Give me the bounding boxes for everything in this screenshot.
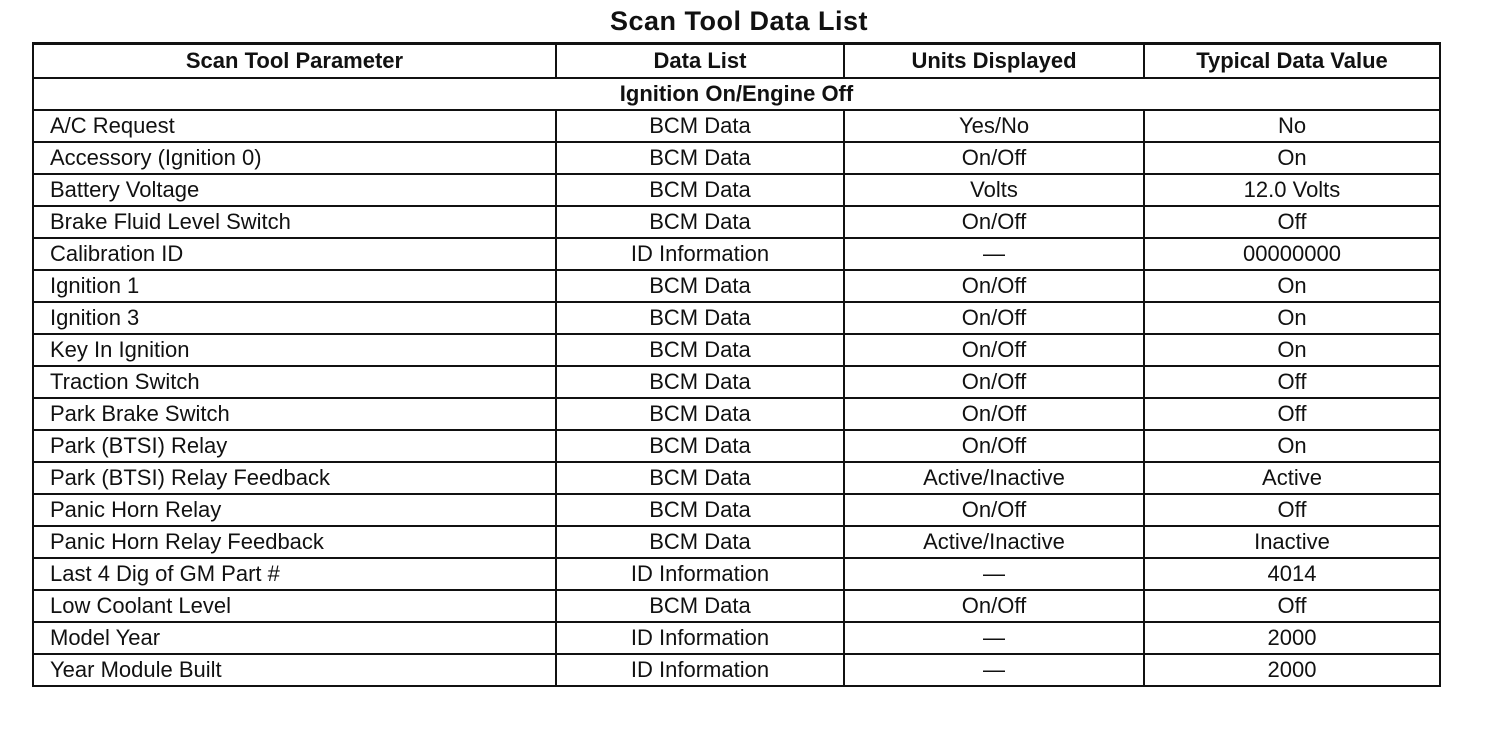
cell-parameter: Battery Voltage xyxy=(33,174,556,206)
cell-parameter: Accessory (Ignition 0) xyxy=(33,142,556,174)
cell-units: On/Off xyxy=(844,206,1144,238)
table-row xyxy=(33,366,1440,398)
cell-units: On/Off xyxy=(844,334,1144,366)
cell-parameter: Traction Switch xyxy=(33,366,556,398)
cell-typical-value: 2000 xyxy=(1144,622,1440,654)
cell-typical-value: Off xyxy=(1144,206,1440,238)
cell-data-list: BCM Data xyxy=(556,142,844,174)
table-row xyxy=(33,558,1440,590)
cell-data-list: ID Information xyxy=(556,622,844,654)
table-row xyxy=(33,142,1440,174)
table-row xyxy=(33,494,1440,526)
cell-units: On/Off xyxy=(844,366,1144,398)
cell-typical-value: 12.0 Volts xyxy=(1144,174,1440,206)
cell-data-list: BCM Data xyxy=(556,494,844,526)
table-row xyxy=(33,654,1440,686)
table-row xyxy=(33,110,1440,142)
cell-typical-value: On xyxy=(1144,302,1440,334)
table-row xyxy=(33,238,1440,270)
cell-typical-value: 4014 xyxy=(1144,558,1440,590)
cell-data-list: BCM Data xyxy=(556,590,844,622)
cell-typical-value: Off xyxy=(1144,366,1440,398)
cell-units: Active/Inactive xyxy=(844,462,1144,494)
cell-data-list: BCM Data xyxy=(556,270,844,302)
table-row xyxy=(33,622,1440,654)
cell-data-list: ID Information xyxy=(556,558,844,590)
cell-units: On/Off xyxy=(844,590,1144,622)
header-typical-value: Typical Data Value xyxy=(1144,44,1440,79)
cell-data-list: BCM Data xyxy=(556,398,844,430)
cell-parameter: Park Brake Switch xyxy=(33,398,556,430)
cell-data-list: BCM Data xyxy=(556,110,844,142)
cell-units: Volts xyxy=(844,174,1144,206)
cell-parameter: Key In Ignition xyxy=(33,334,556,366)
cell-typical-value: Inactive xyxy=(1144,526,1440,558)
cell-parameter: Model Year xyxy=(33,622,556,654)
cell-units: — xyxy=(844,238,1144,270)
table-row xyxy=(33,398,1440,430)
cell-units: On/Off xyxy=(844,398,1144,430)
cell-parameter: Year Module Built xyxy=(33,654,556,686)
cell-parameter: Panic Horn Relay Feedback xyxy=(33,526,556,558)
cell-typical-value: No xyxy=(1144,110,1440,142)
cell-typical-value: 00000000 xyxy=(1144,238,1440,270)
cell-data-list: BCM Data xyxy=(556,206,844,238)
header-units: Units Displayed xyxy=(844,44,1144,79)
cell-units: On/Off xyxy=(844,494,1144,526)
header-data-list: Data List xyxy=(556,44,844,79)
cell-data-list: BCM Data xyxy=(556,462,844,494)
table-body xyxy=(33,78,1440,686)
cell-data-list: BCM Data xyxy=(556,334,844,366)
cell-typical-value: Active xyxy=(1144,462,1440,494)
cell-units: Yes/No xyxy=(844,110,1144,142)
scan-tool-data-table xyxy=(32,42,1441,687)
cell-parameter: A/C Request xyxy=(33,110,556,142)
cell-typical-value: On xyxy=(1144,270,1440,302)
cell-typical-value: Off xyxy=(1144,398,1440,430)
cell-units: Active/Inactive xyxy=(844,526,1144,558)
page-title: Scan Tool Data List xyxy=(609,6,869,36)
cell-units: On/Off xyxy=(844,430,1144,462)
cell-typical-value: Off xyxy=(1144,494,1440,526)
cell-data-list: BCM Data xyxy=(556,526,844,558)
table-row xyxy=(33,590,1440,622)
table-row xyxy=(33,206,1440,238)
cell-parameter: Panic Horn Relay xyxy=(33,494,556,526)
cell-units: — xyxy=(844,558,1144,590)
cell-parameter: Ignition 1 xyxy=(33,270,556,302)
section-row xyxy=(33,78,1440,110)
cell-units: — xyxy=(844,654,1144,686)
cell-typical-value: 2000 xyxy=(1144,654,1440,686)
cell-parameter: Last 4 Dig of GM Part # xyxy=(33,558,556,590)
cell-data-list: ID Information xyxy=(556,238,844,270)
cell-data-list: BCM Data xyxy=(556,174,844,206)
cell-data-list: BCM Data xyxy=(556,430,844,462)
cell-parameter: Brake Fluid Level Switch xyxy=(33,206,556,238)
table-row xyxy=(33,430,1440,462)
table-row xyxy=(33,462,1440,494)
cell-units: — xyxy=(844,622,1144,654)
header-row xyxy=(33,44,1440,79)
cell-units: On/Off xyxy=(844,270,1144,302)
table-header xyxy=(33,44,1440,79)
cell-parameter: Ignition 3 xyxy=(33,302,556,334)
cell-typical-value: Off xyxy=(1144,590,1440,622)
cell-units: On/Off xyxy=(844,142,1144,174)
table-row xyxy=(33,302,1440,334)
cell-typical-value: On xyxy=(1144,142,1440,174)
cell-units: On/Off xyxy=(844,302,1144,334)
table-row xyxy=(33,270,1440,302)
cell-parameter: Park (BTSI) Relay Feedback xyxy=(33,462,556,494)
section-title: Ignition On/Engine Off xyxy=(33,78,1440,110)
cell-typical-value: On xyxy=(1144,430,1440,462)
cell-data-list: BCM Data xyxy=(556,302,844,334)
cell-parameter: Calibration ID xyxy=(33,238,556,270)
cell-data-list: ID Information xyxy=(556,654,844,686)
cell-typical-value: On xyxy=(1144,334,1440,366)
table-row xyxy=(33,174,1440,206)
header-parameter: Scan Tool Parameter xyxy=(33,44,556,79)
table-row xyxy=(33,334,1440,366)
cell-parameter: Low Coolant Level xyxy=(33,590,556,622)
table-row xyxy=(33,526,1440,558)
cell-data-list: BCM Data xyxy=(556,366,844,398)
cell-parameter: Park (BTSI) Relay xyxy=(33,430,556,462)
